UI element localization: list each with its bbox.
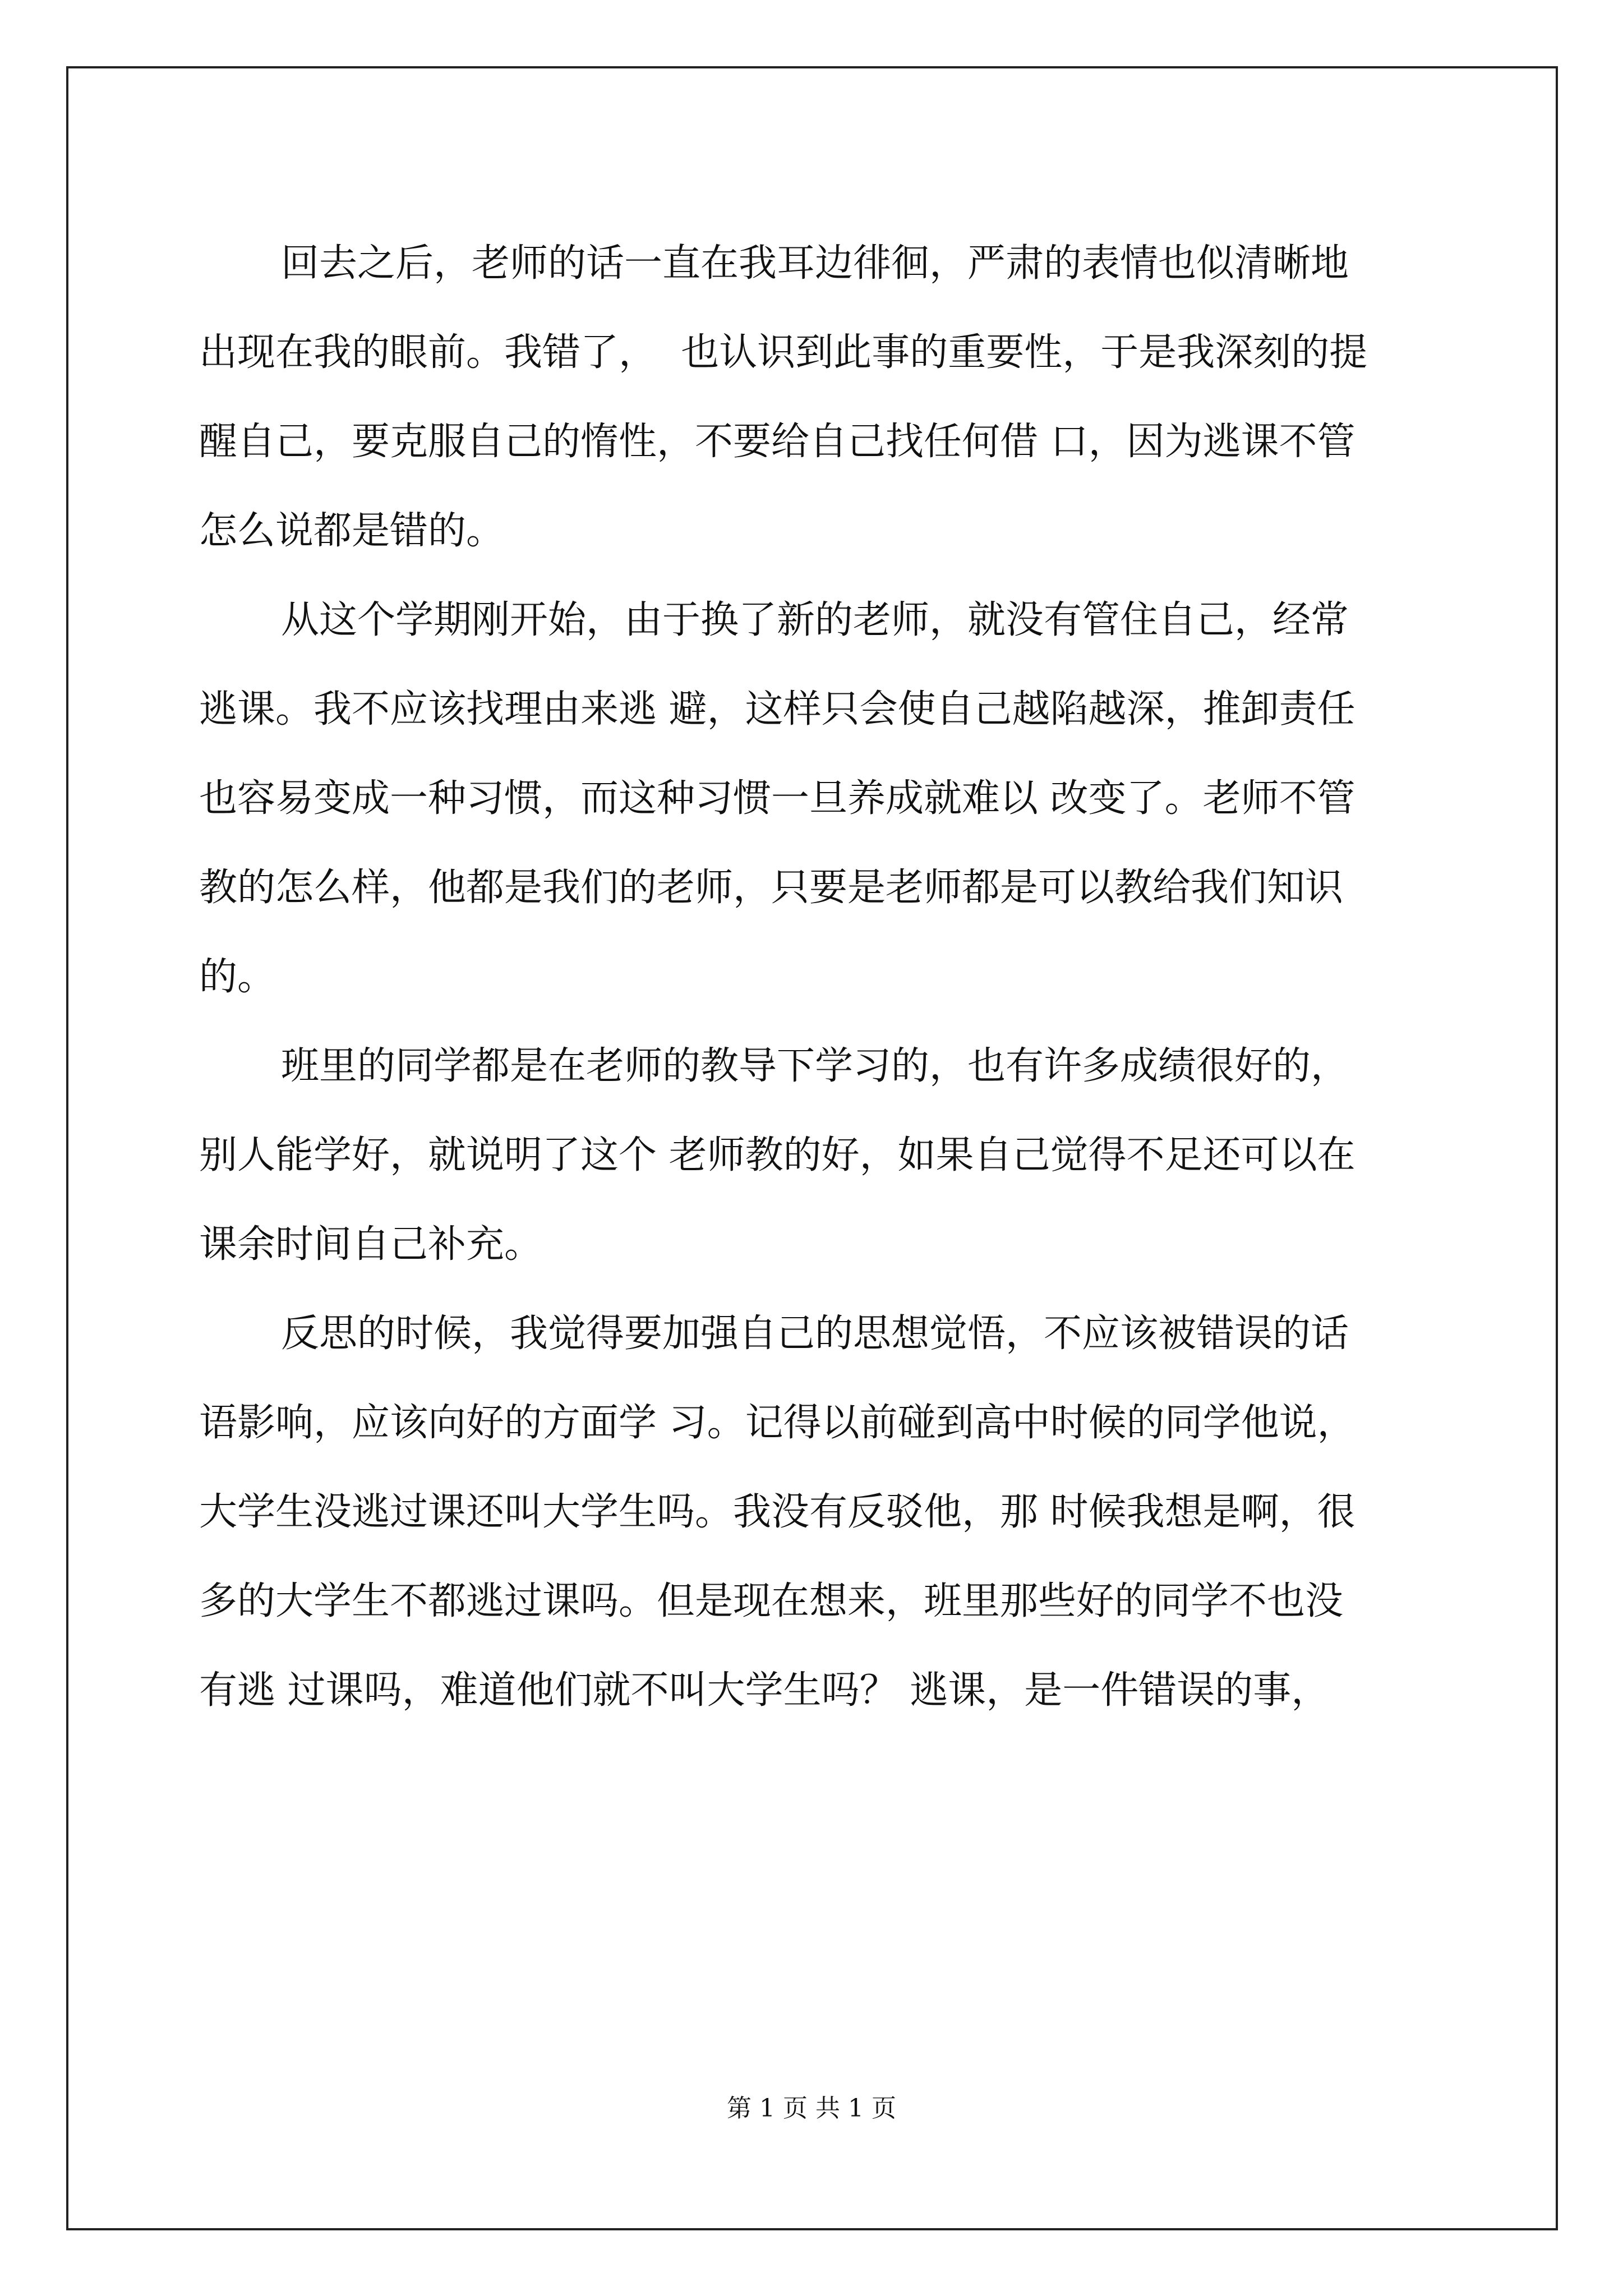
text-line: 课余时间自己补充。 (199, 1222, 543, 1267)
text-line: 语影响，应该向好的方面学 习。记得以前碰到高中时候的同学他说， (199, 1401, 1355, 1445)
text-line: 反思的时候，我觉得要加强自己的思想觉悟，不应该被错误的话 (281, 1312, 1349, 1356)
paragraph-2 (199, 576, 1433, 1022)
paragraph-1 (199, 219, 1433, 576)
text-line: 怎么说都是错的。 (199, 509, 505, 553)
document-body (199, 219, 1433, 1735)
text-line: 也容易变成一种习惯，而这种习惯一旦养成就难以 改变了。老师不管 (199, 776, 1355, 821)
text-line: 从这个学期刚开始，由于换了新的老师，就没有管住自己，经常 (281, 598, 1349, 642)
text-line: 有逃 过课吗，难道他们就不叫大学生吗？ 逃课，是一件错误的事， (199, 1668, 1330, 1713)
text-line: 醒自己，要克服自己的惰性，不要给自己找任何借 口，因为逃课不管 (199, 420, 1355, 464)
text-line: 回去之后，老师的话一直在我耳边徘徊，严肃的表情也似清晰地 (281, 241, 1349, 286)
paragraph-3 (199, 1022, 1433, 1289)
text-line: 教的怎么样，他都是我们的老师，只要是老师都是可以教给我们知识 (199, 866, 1344, 910)
paragraph-4 (199, 1289, 1433, 1735)
text-line: 班里的同学都是在老师的教导下学习的，也有许多成绩很好的， (281, 1044, 1349, 1088)
text-line: 出现在我的眼前。我错了， 也认识到此事的重要性，于是我深刻的提 (199, 330, 1368, 375)
text-line: 逃课。我不应该找理由来逃 避，这样只会使自己越陷越深，推卸责任 (199, 687, 1355, 731)
page-footer: 第 1 页 共 1 页 (727, 2094, 896, 2123)
text-line: 大学生没逃过课还叫大学生吗。我没有反驳他，那 时候我想是啊，很 (199, 1490, 1355, 1534)
text-line: 的。 (199, 955, 276, 999)
text-line: 别人能学好，就说明了这个 老师教的好，如果自己觉得不足还可以在 (199, 1133, 1355, 1177)
text-line: 多的大学生不都逃过课吗。但是现在想来，班里那些好的同学不也没 (199, 1579, 1344, 1623)
